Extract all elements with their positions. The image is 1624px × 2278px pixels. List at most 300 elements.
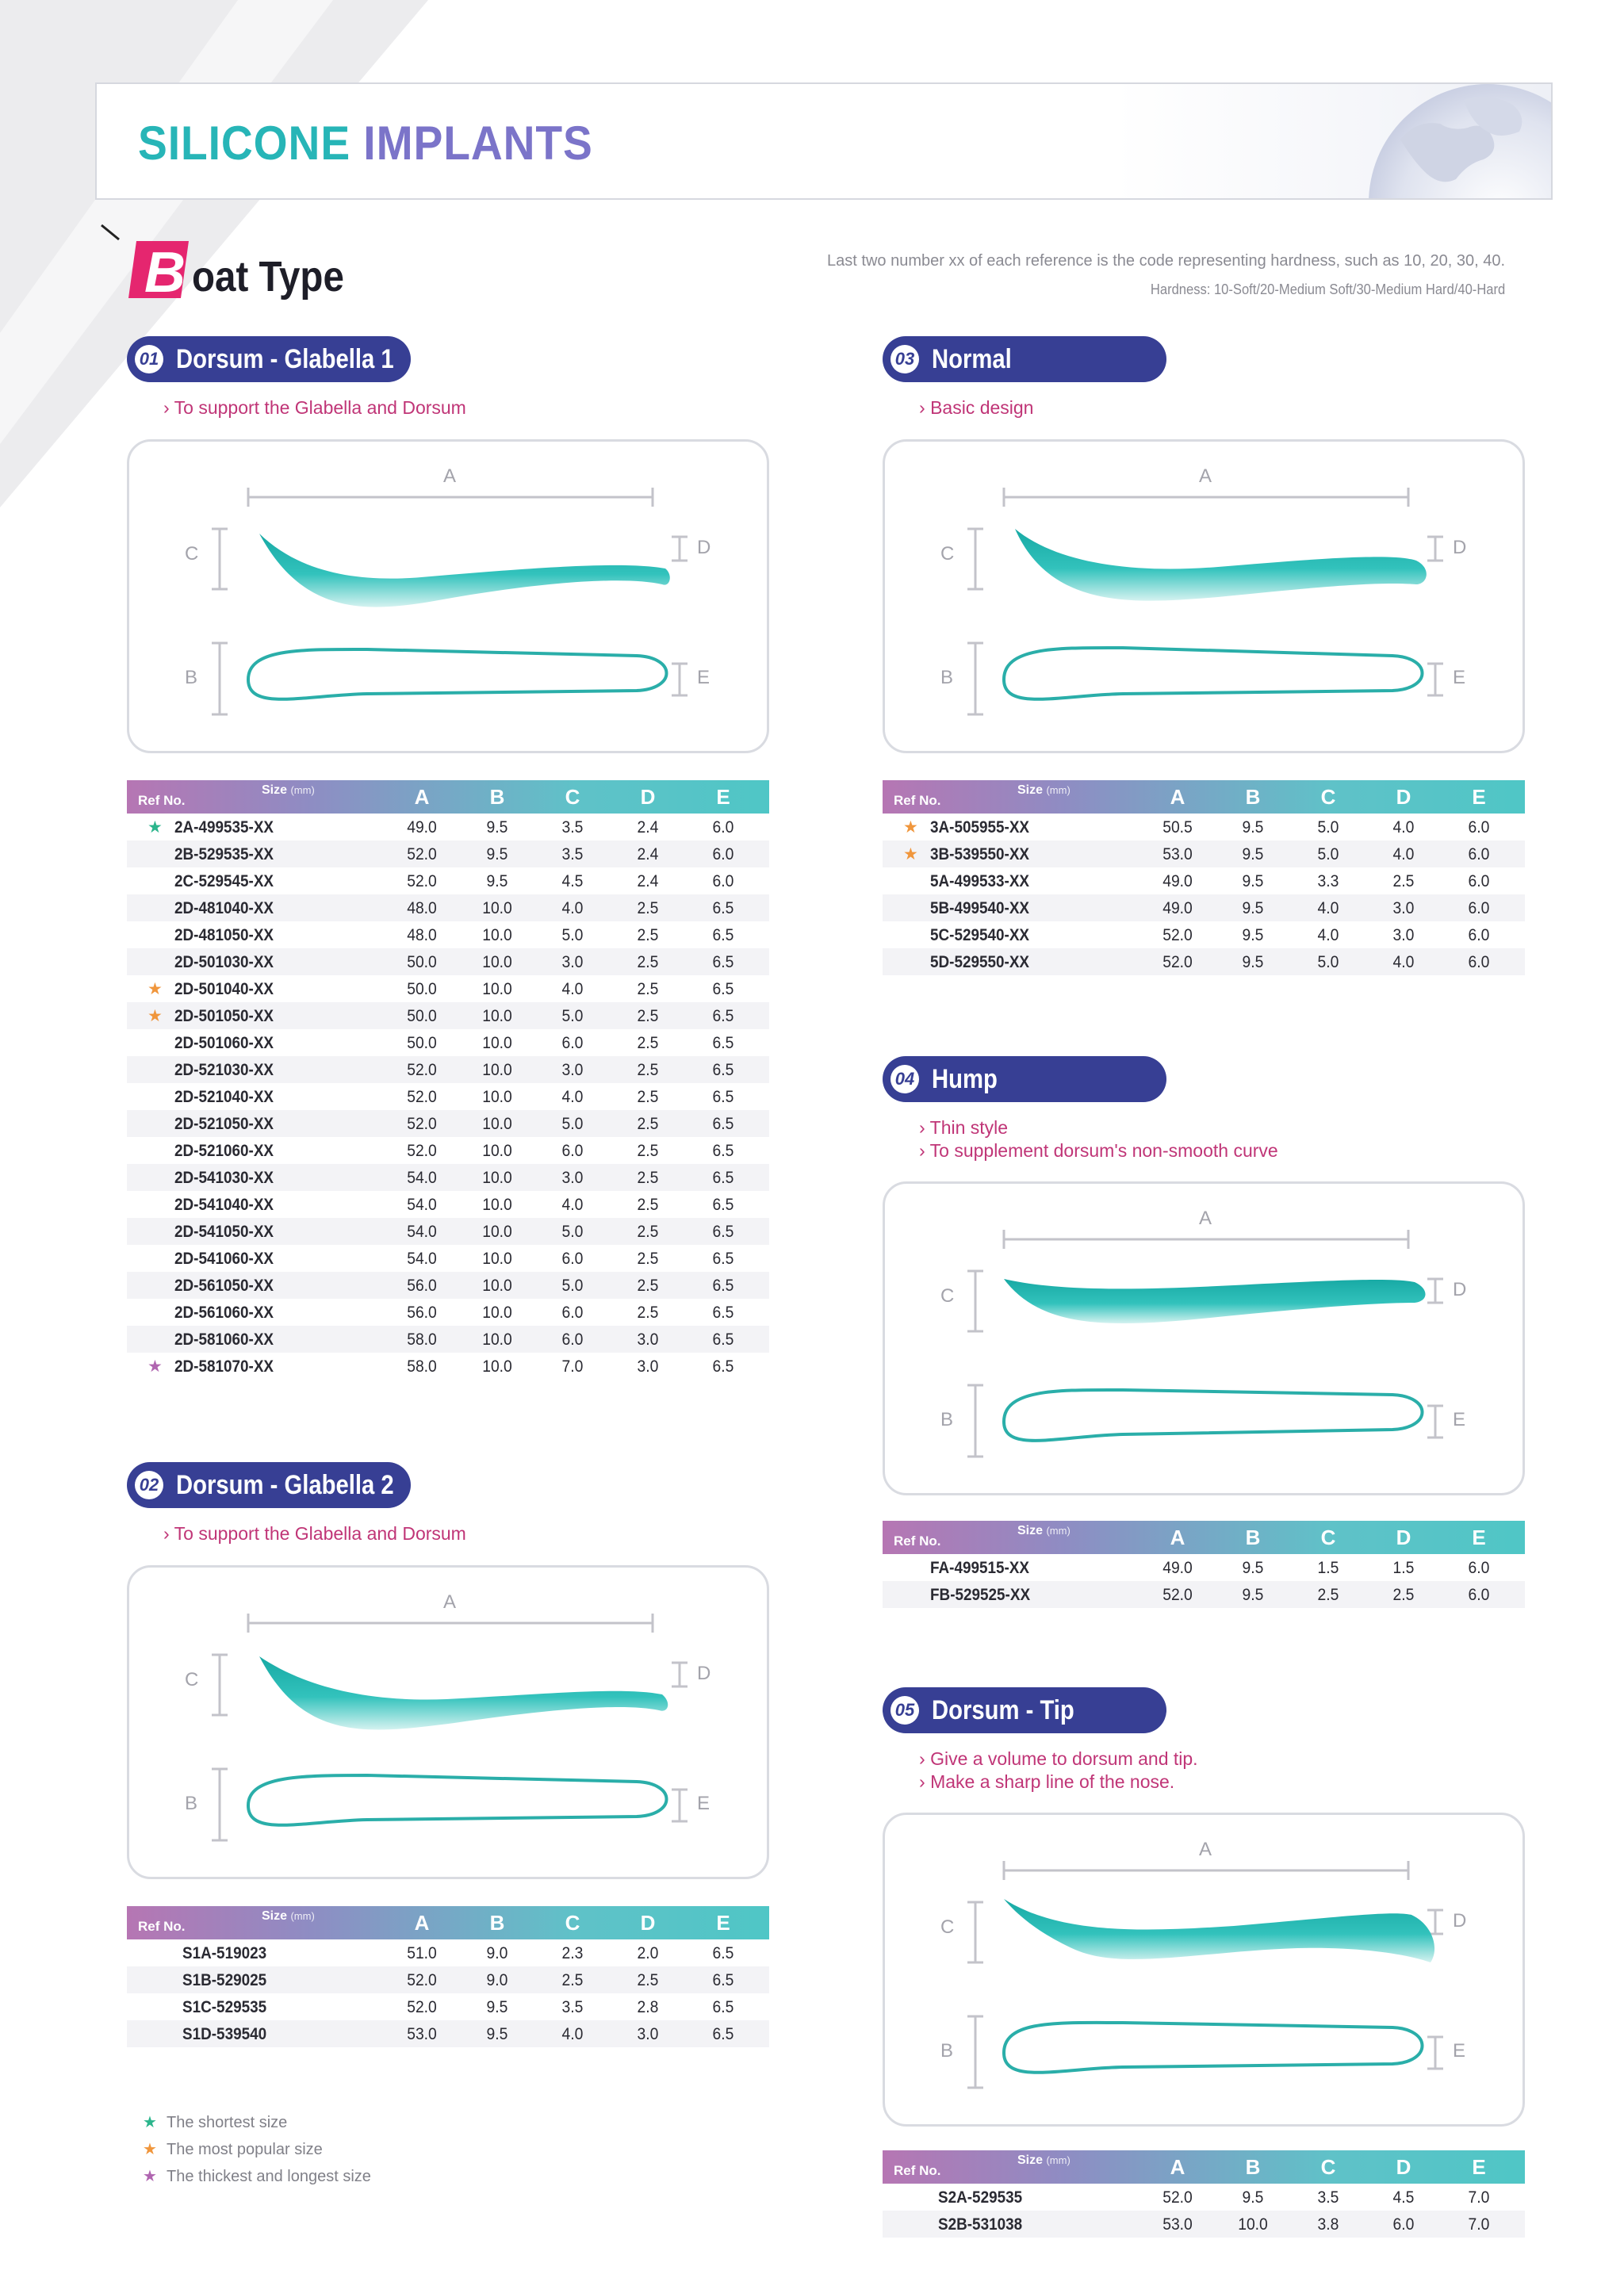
cell-a: 48.0 <box>407 899 437 917</box>
cell-e: 6.5 <box>712 1142 734 1160</box>
cell-e: 7.0 <box>1468 2188 1490 2207</box>
ref-number: S1A-519023 <box>182 1944 267 1962</box>
cell-e: 6.5 <box>712 1304 734 1322</box>
size-table <box>127 1906 769 2047</box>
implant-side-profile <box>1004 1899 1434 1962</box>
ref-number: S1D-539540 <box>182 2025 267 2043</box>
table-row <box>127 2020 769 2047</box>
dimension-label-c: C <box>940 1285 955 1307</box>
cell-c: 5.0 <box>561 1115 584 1133</box>
implant-top-outline <box>1004 1390 1423 1441</box>
ref-number: 2D-501040-XX <box>174 980 274 998</box>
ref-number: 2D-561060-XX <box>174 1304 274 1322</box>
cell-b: 9.5 <box>1242 1586 1264 1604</box>
cell-d: 2.5 <box>1392 1586 1415 1604</box>
cell-a: 54.0 <box>407 1250 437 1268</box>
cell-d: 3.0 <box>637 2025 659 2043</box>
cell-e: 6.5 <box>712 926 734 944</box>
section-title: Hump <box>932 1064 998 1094</box>
column-header-e: E <box>716 1911 730 1935</box>
dimension-label-a: A <box>1199 465 1212 487</box>
implant-side-profile <box>1004 1279 1426 1323</box>
column-header-e: E <box>716 785 730 809</box>
cell-b: 10.0 <box>482 1007 512 1025</box>
table-row <box>127 1353 769 1380</box>
cell-e: 7.0 <box>1468 2215 1490 2234</box>
cell-c: 5.0 <box>561 926 584 944</box>
ref-number: 5C-529540-XX <box>930 926 1030 944</box>
dimension-label-b: B <box>940 1409 954 1430</box>
cell-d: 2.5 <box>637 1034 659 1052</box>
cell-a: 49.0 <box>407 818 437 837</box>
cell-c: 5.0 <box>561 1277 584 1295</box>
column-header-a: A <box>414 785 430 809</box>
table-header <box>883 1521 1525 1554</box>
column-header-d: D <box>640 785 656 809</box>
size-unit: (mm) <box>1046 784 1071 796</box>
ref-number: 2C-529545-XX <box>174 872 274 890</box>
cell-e: 6.5 <box>712 2025 734 2043</box>
cell-c: 4.0 <box>561 1088 584 1106</box>
globe-image <box>1345 84 1551 200</box>
cell-a: 52.0 <box>407 1115 437 1133</box>
section-description <box>919 1139 1278 1162</box>
column-header-size <box>1017 783 1071 798</box>
table-row <box>883 867 1525 894</box>
header-band <box>95 82 1553 200</box>
legend-item <box>143 2166 371 2186</box>
cell-d: 2.4 <box>637 872 659 890</box>
cell-a: 53.0 <box>1162 2215 1193 2234</box>
size-table <box>883 780 1525 975</box>
cell-e: 6.0 <box>712 818 734 837</box>
implant-side-profile <box>259 1656 668 1729</box>
column-header-size <box>262 783 315 798</box>
table-row <box>127 1110 769 1137</box>
legend-item <box>143 2139 323 2159</box>
cell-d: 2.5 <box>637 1007 659 1025</box>
dimension-label-b: B <box>940 667 954 688</box>
ref-number: 3A-505955-XX <box>930 818 1030 837</box>
cell-d: 3.0 <box>637 1357 659 1376</box>
section-number: 03 <box>891 345 919 373</box>
cell-e: 6.5 <box>712 1223 734 1241</box>
cell-a: 52.0 <box>407 872 437 890</box>
chevron-right-icon: › <box>163 397 174 418</box>
cell-c: 6.0 <box>561 1034 584 1052</box>
column-header-ref: Ref No. <box>138 1919 186 1934</box>
column-header-a: A <box>414 1911 430 1935</box>
column-header-e: E <box>1472 2155 1486 2179</box>
cell-b: 9.5 <box>1242 926 1264 944</box>
cell-e: 6.5 <box>712 899 734 917</box>
cell-d: 2.5 <box>637 1304 659 1322</box>
cell-c: 6.0 <box>561 1142 584 1160</box>
cell-c: 3.3 <box>1317 872 1339 890</box>
brand-letter: B <box>144 241 186 298</box>
table-row <box>883 921 1525 948</box>
ref-number: 5B-499540-XX <box>930 899 1030 917</box>
column-header-b: B <box>1245 2155 1261 2179</box>
ref-number: 2A-499535-XX <box>174 818 274 837</box>
table-row <box>127 1245 769 1272</box>
dimension-label-c: C <box>185 1669 199 1690</box>
cell-a: 52.0 <box>1162 2188 1193 2207</box>
dimension-label-a: A <box>443 465 457 487</box>
star-green-icon: ★ <box>147 818 163 837</box>
cell-b: 10.0 <box>482 1061 512 1079</box>
cell-d: 4.0 <box>1392 845 1415 863</box>
cell-e: 6.5 <box>712 1196 734 1214</box>
chevron-right-icon: › <box>919 1771 931 1792</box>
cell-d: 6.0 <box>1392 2215 1415 2234</box>
cell-e: 6.5 <box>712 1971 734 1989</box>
dimension-label-d: D <box>697 1663 711 1684</box>
ref-number: 2D-501050-XX <box>174 1007 274 1025</box>
title-part-2: IMPLANTS <box>363 117 593 170</box>
table-row <box>127 975 769 1002</box>
cell-b: 10.0 <box>482 980 512 998</box>
column-header-ref: Ref No. <box>894 793 941 808</box>
hardness-legend: Hardness: 10-Soft/20-Medium Soft/30-Medium Hard/40-Hard <box>1150 281 1505 297</box>
brand-title: oat Type <box>192 253 344 301</box>
section-number: 02 <box>135 1471 163 1499</box>
table-row <box>127 1299 769 1326</box>
table-row <box>127 1137 769 1164</box>
description-text: To supplement dorsum's non-smooth curve <box>929 1140 1278 1161</box>
legend-item <box>143 2112 287 2132</box>
cell-e: 6.5 <box>712 980 734 998</box>
implant-top-outline <box>248 1775 667 1825</box>
dimension-label-c: C <box>940 543 955 565</box>
cell-b: 9.5 <box>1242 1559 1264 1577</box>
cell-c: 4.0 <box>561 899 584 917</box>
cell-a: 53.0 <box>407 2025 437 2043</box>
table-header <box>127 1906 769 1939</box>
column-header-d: D <box>1396 2155 1411 2179</box>
hardness-note: Last two number xx of each reference is the code representing hardness, such as 10, 20, 30, 40. <box>827 252 1505 270</box>
star-orange-icon: ★ <box>143 2141 157 2158</box>
ref-number: S1C-529535 <box>182 1998 267 2016</box>
column-header-size <box>1017 2154 1071 2168</box>
cell-b: 9.5 <box>1242 818 1264 837</box>
table-row <box>127 1939 769 1966</box>
cell-b: 9.5 <box>1242 845 1264 863</box>
table-row <box>127 1993 769 2020</box>
column-header-c: C <box>565 785 580 809</box>
cell-d: 2.5 <box>637 1971 659 1989</box>
description-text: Give a volume to dorsum and tip. <box>930 1748 1198 1769</box>
legend-text: The most popular size <box>167 2141 323 2158</box>
column-header-c: C <box>1320 2155 1336 2179</box>
cell-b: 9.5 <box>1242 2188 1264 2207</box>
table-row <box>883 1554 1525 1581</box>
column-header-ref: Ref No. <box>894 1533 941 1549</box>
description-text: To support the Glabella and Dorsum <box>174 397 466 418</box>
star-orange-icon: ★ <box>903 845 918 863</box>
ref-number: 2D-501030-XX <box>174 953 274 971</box>
section-title: Dorsum - Glabella 2 <box>176 1470 394 1500</box>
cell-e: 6.5 <box>712 1330 734 1349</box>
cell-e: 6.5 <box>712 1169 734 1187</box>
cell-e: 6.0 <box>1468 818 1490 837</box>
cell-b: 10.0 <box>482 1169 512 1187</box>
table-row <box>127 894 769 921</box>
implant-side-profile <box>259 534 670 607</box>
size-table <box>127 780 769 1380</box>
table-row <box>883 894 1525 921</box>
cell-c: 2.3 <box>561 1944 584 1962</box>
cell-a: 52.0 <box>407 1971 437 1989</box>
ref-number: 2D-521040-XX <box>174 1088 274 1106</box>
cell-d: 2.5 <box>637 1223 659 1241</box>
column-header-d: D <box>1396 785 1411 809</box>
cell-a: 54.0 <box>407 1196 437 1214</box>
table-row <box>883 814 1525 840</box>
dimension-label-e: E <box>1453 2040 1466 2062</box>
cell-d: 2.5 <box>637 1277 659 1295</box>
size-unit: (mm) <box>1046 2154 1071 2166</box>
table-row <box>883 840 1525 867</box>
cell-b: 10.0 <box>482 1223 512 1241</box>
cell-a: 52.0 <box>1162 1586 1193 1604</box>
ref-number: FA-499515-XX <box>930 1559 1030 1577</box>
cell-d: 2.5 <box>1392 872 1415 890</box>
cell-e: 6.0 <box>1468 845 1490 863</box>
ref-number: FB-529525-XX <box>930 1586 1031 1604</box>
cell-a: 56.0 <box>407 1304 437 1322</box>
table-row <box>127 1326 769 1353</box>
cell-e: 6.5 <box>712 1357 734 1376</box>
cell-c: 4.0 <box>561 980 584 998</box>
cell-b: 10.0 <box>482 926 512 944</box>
dimension-label-a: A <box>1199 1208 1212 1229</box>
section-title: Normal <box>932 344 1012 374</box>
cell-d: 2.4 <box>637 845 659 863</box>
cell-c: 3.8 <box>1317 2215 1339 2234</box>
chevron-right-icon: › <box>919 397 931 418</box>
cell-c: 2.5 <box>561 1971 584 1989</box>
cell-c: 3.5 <box>561 845 584 863</box>
cell-b: 9.5 <box>1242 953 1264 971</box>
section-description <box>163 1522 466 1545</box>
cell-e: 6.5 <box>712 1007 734 1025</box>
description-text: Make a sharp line of the nose. <box>930 1771 1175 1792</box>
table-row <box>127 1056 769 1083</box>
cell-e: 6.5 <box>712 1944 734 1962</box>
cell-c: 5.0 <box>1317 953 1339 971</box>
table-row <box>127 1029 769 1056</box>
implant-side-profile <box>1015 529 1427 601</box>
implant-top-outline <box>248 649 667 699</box>
cell-c: 2.5 <box>1317 1586 1339 1604</box>
ref-number: S2A-529535 <box>938 2188 1023 2207</box>
implant-top-outline <box>1004 648 1423 699</box>
cell-b: 10.0 <box>482 1304 512 1322</box>
table-row <box>883 1581 1525 1608</box>
cell-e: 6.0 <box>1468 872 1490 890</box>
cell-b: 10.0 <box>482 1088 512 1106</box>
cell-e: 6.0 <box>1468 953 1490 971</box>
cell-d: 2.8 <box>637 1998 659 2016</box>
cell-c: 4.0 <box>1317 899 1339 917</box>
column-header-d: D <box>1396 1526 1411 1549</box>
cell-d: 2.4 <box>637 818 659 837</box>
star-orange-icon: ★ <box>903 818 918 837</box>
ref-number: 2D-521030-XX <box>174 1061 274 1079</box>
cell-c: 3.5 <box>1317 2188 1339 2207</box>
cell-d: 1.5 <box>1392 1559 1415 1577</box>
section-number: 01 <box>135 345 163 373</box>
column-header-size <box>262 1909 315 1924</box>
cell-a: 51.0 <box>407 1944 437 1962</box>
table-row <box>127 1966 769 1993</box>
dimension-label-d: D <box>697 537 711 558</box>
cell-c: 3.0 <box>561 953 584 971</box>
cell-c: 4.0 <box>561 2025 584 2043</box>
column-header-ref: Ref No. <box>894 2163 941 2178</box>
dimension-label-c: C <box>185 543 199 565</box>
implant-drawing <box>885 1815 1527 2129</box>
column-header-e: E <box>1472 1526 1486 1549</box>
size-label: Size <box>262 1909 288 1923</box>
cell-a: 52.0 <box>407 1998 437 2016</box>
cell-d: 4.5 <box>1392 2188 1415 2207</box>
cell-a: 52.0 <box>1162 953 1193 971</box>
cell-b: 9.0 <box>486 1971 508 1989</box>
dimension-label-b: B <box>185 1793 198 1814</box>
cell-d: 2.5 <box>637 899 659 917</box>
cell-d: 2.5 <box>637 1061 659 1079</box>
cell-e: 6.0 <box>1468 926 1490 944</box>
cell-b: 10.0 <box>482 1330 512 1349</box>
cell-d: 2.5 <box>637 1115 659 1133</box>
cell-b: 9.5 <box>486 2025 508 2043</box>
chevron-right-icon: › <box>919 1140 930 1161</box>
chevron-right-icon: › <box>163 1523 174 1544</box>
description-text: To support the Glabella and Dorsum <box>174 1523 466 1544</box>
column-header-a: A <box>1170 1526 1185 1549</box>
cell-d: 2.5 <box>637 1142 659 1160</box>
cell-a: 50.0 <box>407 980 437 998</box>
cell-a: 52.0 <box>407 1142 437 1160</box>
cell-d: 2.5 <box>637 953 659 971</box>
cell-c: 3.0 <box>561 1169 584 1187</box>
implant-drawing <box>129 442 772 756</box>
table-header <box>883 2150 1525 2184</box>
column-header-c: C <box>1320 1526 1336 1549</box>
ref-number: S2B-531038 <box>938 2215 1023 2234</box>
cell-a: 52.0 <box>407 1088 437 1106</box>
cell-b: 10.0 <box>482 1196 512 1214</box>
description-text: Thin style <box>929 1117 1009 1138</box>
cell-e: 6.5 <box>712 953 734 971</box>
size-label: Size <box>262 783 288 797</box>
cell-b: 9.5 <box>486 818 508 837</box>
table-row <box>127 1272 769 1299</box>
column-header-e: E <box>1472 785 1486 809</box>
section-number: 04 <box>891 1065 919 1093</box>
cell-d: 4.0 <box>1392 818 1415 837</box>
cell-e: 6.0 <box>1468 899 1490 917</box>
implant-drawing <box>885 442 1527 756</box>
cell-d: 2.5 <box>637 1169 659 1187</box>
implant-drawing <box>885 1184 1527 1498</box>
implant-diagram <box>883 1181 1525 1495</box>
column-header-size <box>1017 1524 1071 1538</box>
size-table <box>883 2150 1525 2238</box>
column-header-b: B <box>489 1911 505 1935</box>
cell-b: 10.0 <box>1238 2215 1268 2234</box>
table-row <box>127 1002 769 1029</box>
cell-c: 1.5 <box>1317 1559 1339 1577</box>
ref-number: S1B-529025 <box>182 1971 267 1989</box>
cell-d: 3.0 <box>637 1330 659 1349</box>
cell-d: 3.0 <box>1392 899 1415 917</box>
cell-e: 6.0 <box>1468 1586 1490 1604</box>
cell-d: 2.5 <box>637 1088 659 1106</box>
legend-text: The shortest size <box>167 2114 288 2131</box>
cell-b: 10.0 <box>482 1142 512 1160</box>
cell-a: 50.0 <box>407 953 437 971</box>
table-header <box>127 780 769 814</box>
legend-text: The thickest and longest size <box>167 2168 371 2185</box>
column-header-c: C <box>1320 785 1336 809</box>
cell-a: 58.0 <box>407 1357 437 1376</box>
cell-b: 10.0 <box>482 1115 512 1133</box>
dimension-label-d: D <box>1453 1910 1467 1932</box>
cell-c: 6.0 <box>561 1250 584 1268</box>
size-unit: (mm) <box>1046 1525 1071 1537</box>
size-label: Size <box>1017 1524 1044 1537</box>
ref-number: 2D-541050-XX <box>174 1223 274 1241</box>
implant-diagram <box>127 439 769 753</box>
cell-d: 4.0 <box>1392 953 1415 971</box>
cell-d: 2.0 <box>637 1944 659 1962</box>
size-label: Size <box>1017 783 1044 797</box>
ref-number: 2D-521060-XX <box>174 1142 274 1160</box>
section-title: Dorsum - Glabella 1 <box>176 344 394 374</box>
dimension-label-c: C <box>940 1916 955 1938</box>
cell-d: 2.5 <box>637 1196 659 1214</box>
ref-number: 2D-581070-XX <box>174 1357 274 1376</box>
table-row <box>127 948 769 975</box>
ref-number: 2D-581060-XX <box>174 1330 274 1349</box>
title-part-1: SILICONE <box>138 117 364 170</box>
cell-e: 6.0 <box>712 872 734 890</box>
size-label: Size <box>1017 2154 1044 2167</box>
table-row <box>127 1218 769 1245</box>
dimension-label-a: A <box>1199 1839 1212 1860</box>
cell-a: 52.0 <box>407 1061 437 1079</box>
table-row <box>127 840 769 867</box>
cell-c: 5.0 <box>561 1223 584 1241</box>
ref-number: 5D-529550-XX <box>930 953 1030 971</box>
column-header-b: B <box>489 785 505 809</box>
table-row <box>883 2184 1525 2211</box>
section-description <box>919 1771 1174 1794</box>
cell-e: 6.5 <box>712 1998 734 2016</box>
cell-a: 49.0 <box>1162 872 1193 890</box>
cell-a: 54.0 <box>407 1223 437 1241</box>
ref-number: 2B-529535-XX <box>174 845 274 863</box>
column-header-d: D <box>640 1911 656 1935</box>
cell-c: 6.0 <box>561 1304 584 1322</box>
star-purple-icon: ★ <box>143 2168 157 2185</box>
cell-c: 4.0 <box>561 1196 584 1214</box>
ref-number: 2D-541040-XX <box>174 1196 274 1214</box>
cell-c: 3.5 <box>561 1998 584 2016</box>
